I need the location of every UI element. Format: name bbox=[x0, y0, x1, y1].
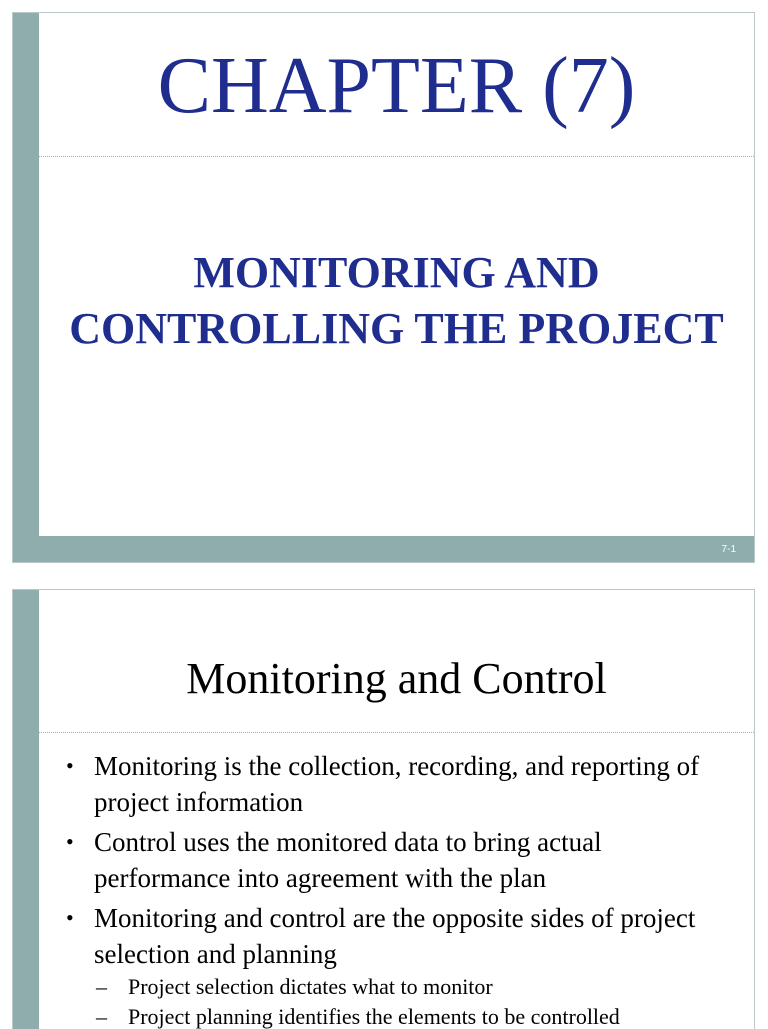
bullet-text: Monitoring and control are the opposite sides of project selection and planning bbox=[94, 903, 696, 969]
chapter-subtitle bbox=[39, 245, 754, 357]
sub-bullet-list bbox=[94, 972, 734, 1029]
list-item bbox=[94, 1002, 734, 1029]
bullet-icon: • bbox=[66, 753, 74, 778]
sub-bullet-text: Project planning identifies the elements to be controlled bbox=[128, 1004, 620, 1029]
sub-bullet-text: Project selection dictates what to monitor bbox=[128, 974, 493, 999]
title-divider bbox=[39, 732, 754, 733]
bullet-icon: • bbox=[66, 829, 74, 854]
bullet-list bbox=[63, 748, 734, 1029]
slide-bottom-bar bbox=[13, 536, 754, 562]
slide-left-accent-bar bbox=[13, 590, 39, 1029]
bullet-icon: • bbox=[66, 905, 74, 930]
bullet-text: Monitoring is the collection, recording, and reporting of project information bbox=[94, 751, 700, 817]
slide-number: 7-1 bbox=[721, 544, 736, 555]
dash-icon: – bbox=[96, 974, 107, 999]
slide-2 bbox=[12, 589, 755, 1029]
list-item bbox=[63, 748, 734, 820]
slide-title: Monitoring and Control bbox=[186, 654, 607, 703]
list-item bbox=[63, 900, 734, 1029]
slide-1 bbox=[12, 12, 755, 563]
chapter-subtitle-line: MONITORING AND bbox=[193, 248, 600, 297]
slide-left-accent-bar bbox=[13, 13, 39, 562]
bullet-text: Control uses the monitored data to bring actual performance into agreement with the plan bbox=[94, 827, 602, 893]
dash-icon: – bbox=[96, 1004, 107, 1029]
list-item bbox=[63, 824, 734, 896]
chapter-subtitle-line: CONTROLLING THE PROJECT bbox=[69, 304, 724, 353]
title-divider bbox=[39, 156, 754, 157]
list-item bbox=[94, 972, 734, 1002]
chapter-title: CHAPTER (7) bbox=[157, 42, 636, 130]
